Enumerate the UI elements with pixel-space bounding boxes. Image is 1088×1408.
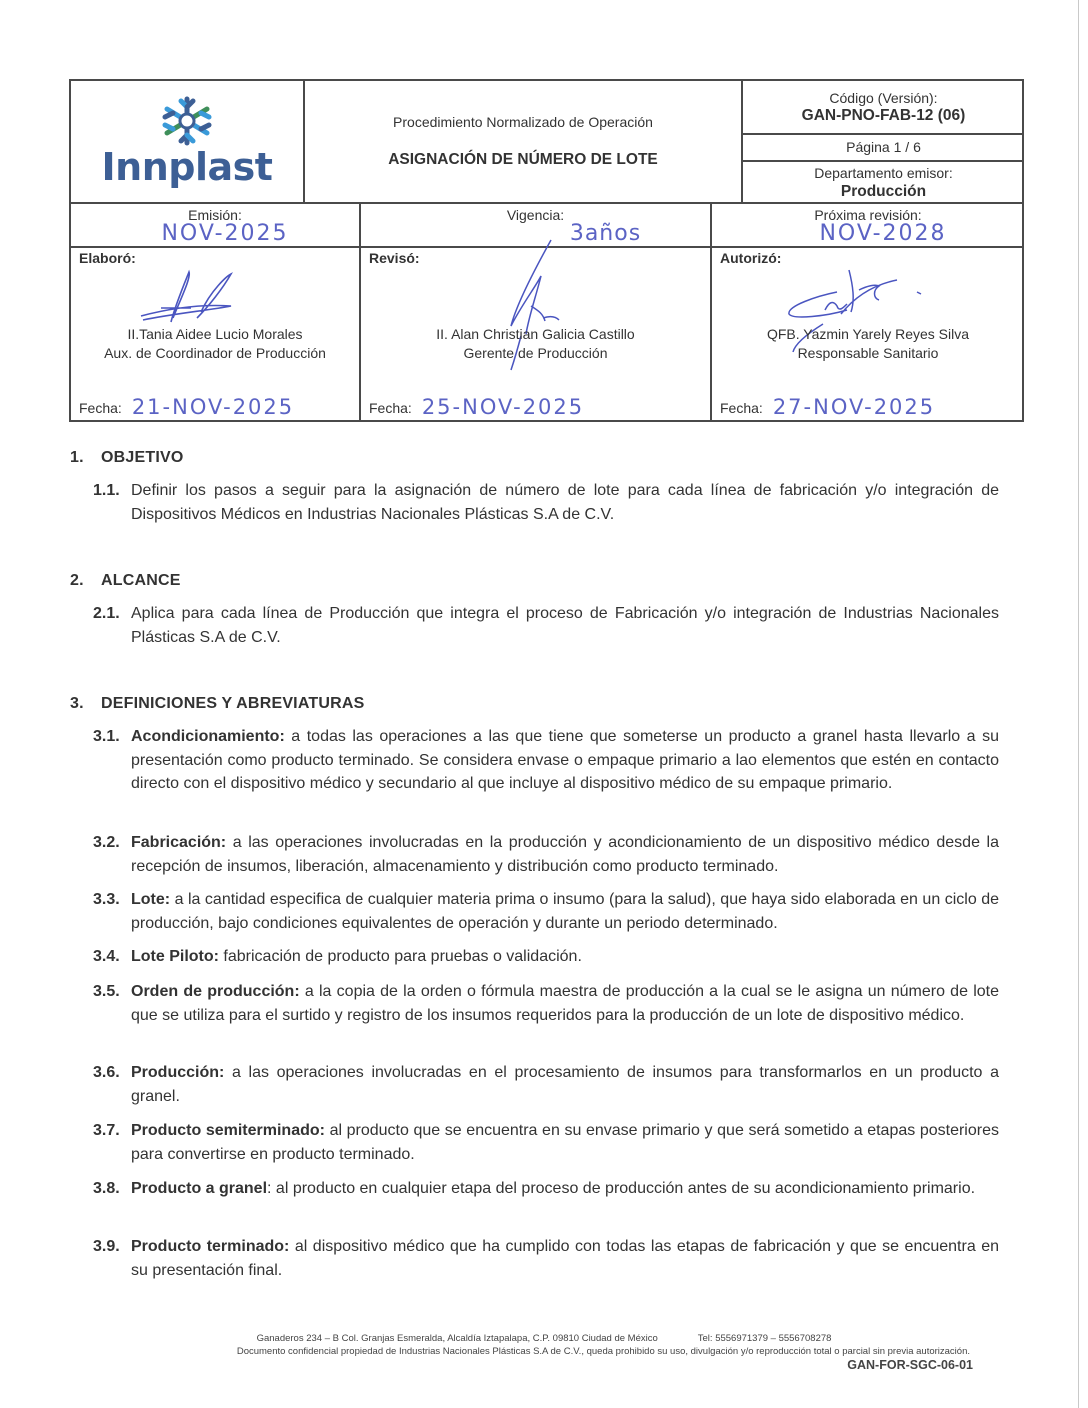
code-value: GAN-PNO-FAB-12 (06) (801, 107, 966, 124)
definition-item (93, 945, 999, 969)
definition-item (93, 831, 999, 878)
signature-block-reviso (359, 246, 710, 422)
signer-full-name: QFB. Yazmin Yarely Reyes Silva (766, 326, 970, 342)
definition-text: a la cantidad especifica de cualquier materia prima o insumo (para la salud), que haya sido elaborada en un ciclo de producción, bajo condiciones equivalentes de operación y durante un periodo determinado. (131, 891, 999, 932)
definition-term: Producto semiterminado: (131, 1122, 325, 1139)
definition-text: fabricación de producto para pruebas o validación. (218, 948, 582, 965)
definition-text: al dispositivo médico que ha cumplido con todas las etapas de fabricación y que se encuentra en su presentación final. (131, 1238, 999, 1279)
definition-item (93, 725, 999, 796)
date-label: Fecha: (79, 400, 122, 416)
footer-confidentiality: Documento confidencial propiedad de Industrias Nacionales Plásticas S.A de C.V., queda prohibido su uso, divulgación y/o reproducción total o parcial sin previa autorización. (236, 1346, 970, 1357)
item-text: Aplica para cada línea de Producción que integra el proceso de Fabricación y/o integración de Industrias Nacionales Plásticas S.A de C.V. (131, 605, 999, 646)
signer-role: Aux. de Coordinador de Producción (104, 345, 326, 361)
item-number: 3.6. (93, 1064, 120, 1081)
definition-term: Orden de producción: (131, 983, 300, 1000)
section-title: DEFINICIONES Y ABREVIATURAS (101, 695, 365, 712)
department-label: Departamento emisor: (814, 165, 953, 181)
emission-label: Emisión: (188, 207, 242, 223)
date-value: 27-NOV-2025 (772, 395, 936, 419)
definition-term: Acondicionamiento: (131, 728, 285, 745)
signer-full-name: II.Tania Aidee Lucio Morales (127, 326, 303, 342)
list-item (93, 479, 999, 526)
code-cell (741, 81, 1024, 133)
code-label: Código (Versión): (829, 90, 938, 106)
footer-address (0, 1333, 1088, 1344)
item-number: 3.5. (93, 983, 120, 1000)
company-logo-text: Innplast (101, 144, 273, 189)
signature-date (369, 394, 584, 418)
next-review-value: NOV-2028 (819, 221, 947, 246)
definition-text: a las operaciones involucradas en la producción y acondicionamiento de un dispositivo médico desde la recepción de insumos, liberación, almacenamiento y distribución como producto terminado. (131, 834, 999, 875)
definition-item (93, 1061, 999, 1108)
company-phone: Tel: 5556971379 – 5556708278 (697, 1333, 832, 1344)
document-header-table (69, 79, 1024, 422)
definition-text: a la copia de la orden o fórmula maestra de producción a la cual se le asigna un número de lote que se utiliza para el surtido y registro de los insumos requeridos para la producción de un lote de dispositivo médico. (131, 983, 999, 1024)
definition-term: Producción: (131, 1064, 225, 1081)
definition-item (93, 1177, 999, 1201)
item-number: 3.2. (93, 834, 120, 851)
definition-text: : al producto en cualquier etapa del proceso de producción antes de su acondicionamiento primario. (267, 1180, 976, 1197)
definition-text: a todas las operaciones a las que tiene que someterse un producto a granel hasta llevarlo a su presentación como producto terminado. Se considera envase o empaque primario a lao elementos que estén en contacto directo con el dispositivo médico y secundario al que incluye al dispositivo médico de su empaque primario. (131, 728, 999, 792)
list-item (93, 602, 999, 649)
emission-value: NOV-2025 (161, 221, 289, 246)
date-value: 25-NOV-2025 (421, 395, 585, 419)
definition-term: Lote: (131, 891, 171, 908)
date-label: Fecha: (369, 400, 412, 416)
item-number: 3.4. (93, 948, 120, 965)
definition-text: al producto que se encuentra en su envase primario y que será sometido a etapas posteriores para convertirse en producto terminado. (131, 1122, 999, 1163)
item-number: 3.8. (93, 1180, 120, 1197)
definition-item (93, 1119, 999, 1166)
form-code: GAN-FOR-SGC-06-01 (847, 1358, 973, 1372)
signer-name (361, 325, 710, 363)
section-number: 2. (70, 572, 84, 589)
signature-role-label: Revisó: (369, 250, 420, 266)
item-number: 2.1. (93, 605, 120, 622)
signer-full-name: II. Alan Christian Galicia Castillo (436, 326, 635, 342)
signature-role-label: Elaboró: (79, 250, 136, 266)
section-heading-alcance (70, 572, 181, 590)
section-heading-definiciones (70, 695, 365, 713)
document-title: ASIGNACIÓN DE NÚMERO DE LOTE (388, 151, 658, 168)
definition-term: Producto a granel (131, 1180, 268, 1197)
title-cell (303, 81, 741, 202)
section-heading-objetivo (70, 449, 184, 467)
item-number: 1.1. (93, 482, 120, 499)
signer-role: Responsable Sanitario (797, 345, 939, 361)
item-number: 3.1. (93, 728, 120, 745)
definition-term: Fabricación: (131, 834, 227, 851)
section-number: 1. (70, 449, 84, 466)
next-review-cell (710, 202, 1024, 246)
date-value: 21-NOV-2025 (131, 395, 295, 419)
definition-term: Lote Piloto: (131, 948, 219, 965)
definition-item (93, 1235, 999, 1282)
definition-item (93, 980, 999, 1027)
signer-role: Gerente de Producción (463, 345, 608, 361)
signer-name (712, 325, 1024, 363)
date-label: Fecha: (720, 400, 763, 416)
signature-block-autorizo (710, 246, 1024, 422)
logo-cell (71, 81, 303, 202)
page-number: Página 1 / 6 (741, 133, 1024, 160)
signature-icon (131, 268, 251, 326)
company-address: Ganaderos 234 – B Col. Granjas Esmeralda, Alcaldía Iztapalapa, C.P. 09810 Ciudad de México (256, 1333, 658, 1344)
item-number: 3.7. (93, 1122, 120, 1139)
item-text: Definir los pasos a seguir para la asignación de número de lote para cada línea de fabricación y/o integración de Dispositivos Médicos en Industrias Nacionales Plásticas S.A de C.V. (131, 482, 999, 523)
validity-value: 3años (569, 221, 642, 246)
signature-role-label: Autorizó: (720, 250, 782, 266)
procedure-type-label: Procedimiento Normalizado de Operación (393, 114, 653, 130)
snowflake-logo-icon (151, 95, 223, 147)
definition-item (93, 888, 999, 935)
validity-label: Vigencia: (506, 207, 565, 223)
section-number: 3. (70, 695, 84, 712)
item-number: 3.9. (93, 1238, 120, 1255)
next-review-label: Próxima revisión: (814, 207, 922, 223)
scan-artifact-line (1078, 0, 1079, 1408)
department-cell (741, 160, 1024, 202)
item-number: 3.3. (93, 891, 120, 908)
section-title: OBJETIVO (101, 449, 184, 466)
signature-block-elaboro (71, 246, 359, 422)
definition-text: a las operaciones involucradas en el procesamiento de insumos para transformarlos en un producto a granel. (131, 1064, 999, 1105)
section-title: ALCANCE (101, 572, 181, 589)
emission-cell (71, 202, 359, 246)
definition-term: Producto terminado: (131, 1238, 290, 1255)
signature-date (79, 394, 294, 418)
department-value: Producción (840, 183, 927, 200)
signer-name (71, 325, 359, 363)
signature-date (720, 394, 935, 418)
